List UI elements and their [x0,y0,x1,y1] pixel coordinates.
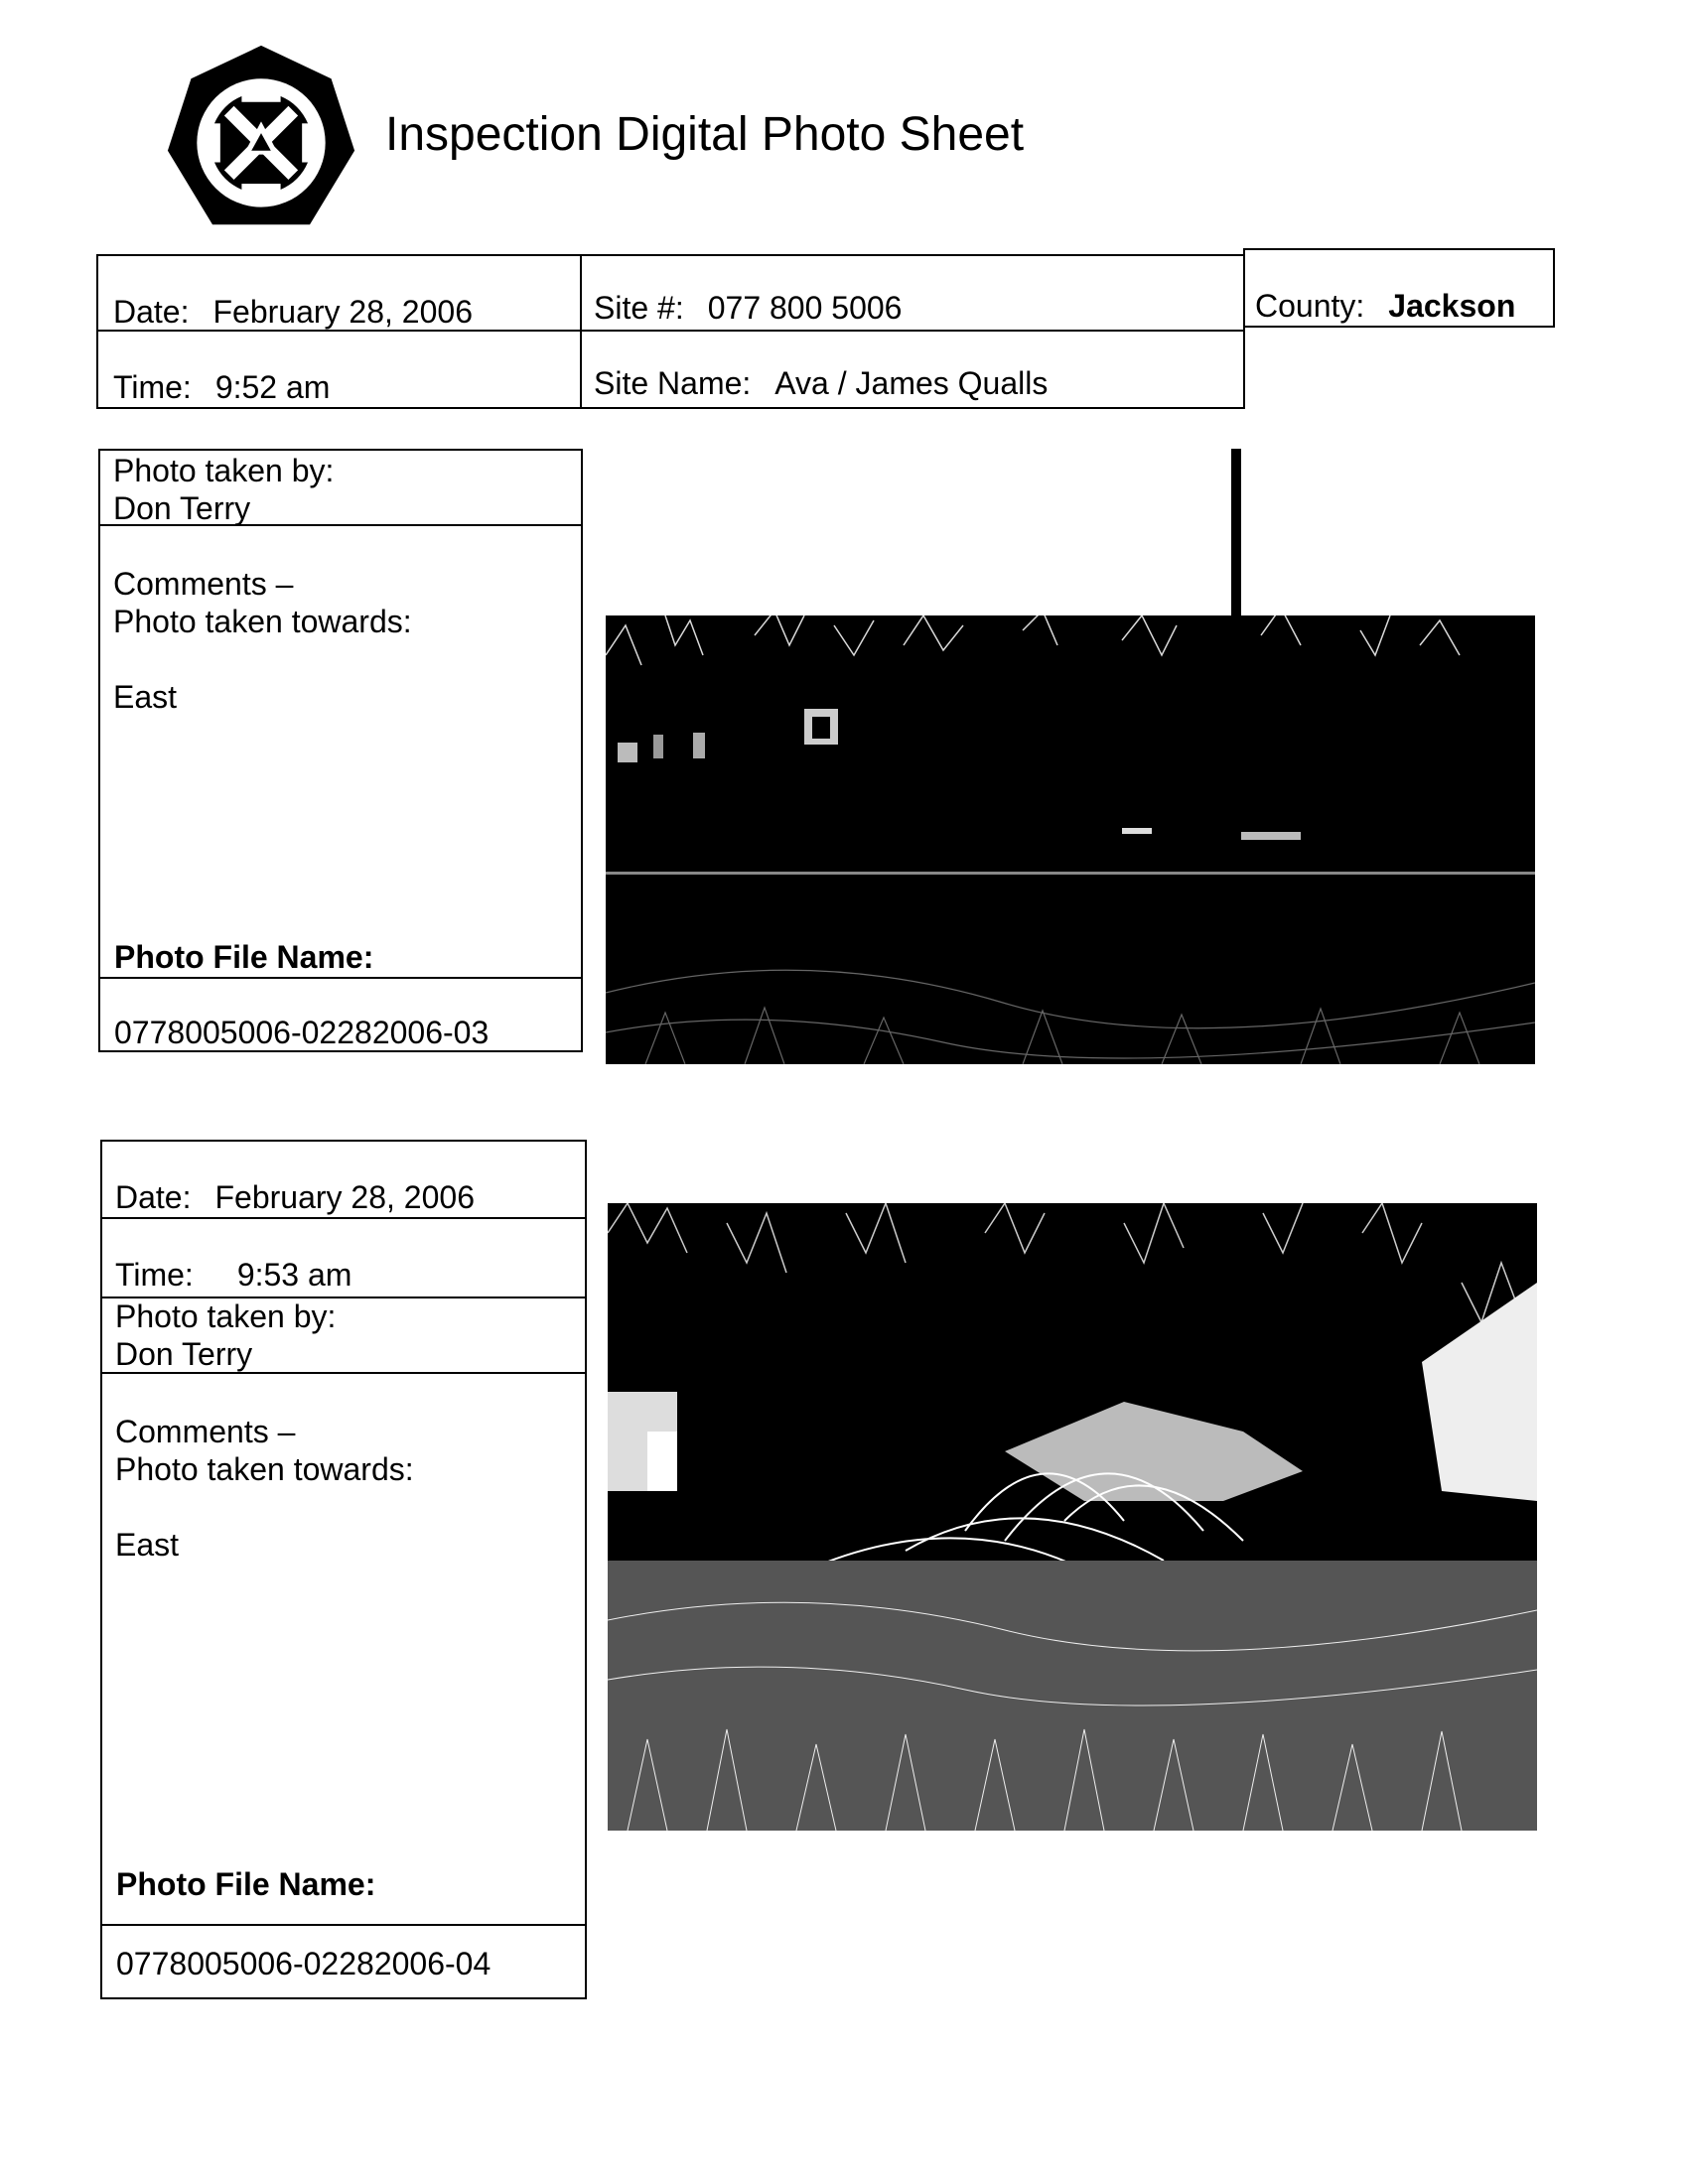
date-label: Date: [113,294,190,330]
photo2-towards-label: Photo taken towards: [115,1451,414,1487]
photo2-comments-label: Comments – [115,1414,296,1449]
site-name-value: Ava / James Qualls [774,365,1049,401]
date-field [113,294,473,330]
site-name-field [594,365,1048,401]
site-name-label: Site Name: [594,365,752,401]
photo1-image [606,615,1535,1064]
photo2-time-field [115,1257,351,1293]
agency-logo [164,42,358,236]
time-value: 9:52 am [214,369,331,405]
photo2-taken-by-value: Don Terry [115,1336,253,1372]
photo1-file-name-label: Photo File Name: [114,939,374,975]
county-field [1255,288,1515,324]
photo2-file-name: 0778005006-02282006-04 [116,1946,491,1981]
county-label: County: [1255,288,1365,324]
site-number-field [594,290,902,326]
photo1-file-name: 0778005006-02282006-03 [114,1015,490,1050]
photo1-taken-by-value: Don Terry [113,490,251,526]
photo1-taken-by-label: Photo taken by: [113,453,335,488]
photo1-towards-label: Photo taken towards: [113,604,412,639]
photo2-taken-by-label: Photo taken by: [115,1298,337,1334]
time-label: Time: [113,369,192,405]
time-field [113,369,330,405]
photo1-pole [1231,449,1241,617]
photo2-direction: East [115,1527,180,1563]
photo1-direction: East [113,679,178,715]
photo2-date-field [115,1179,475,1215]
photo1-comments-label: Comments – [113,566,294,602]
photo2-date-value: February 28, 2006 [214,1179,475,1215]
site-number-label: Site #: [594,290,684,326]
county-value: Jackson [1388,288,1516,324]
photo2-date-label: Date: [115,1179,192,1215]
date-value: February 28, 2006 [212,294,473,330]
photo2-file-name-label: Photo File Name: [116,1866,376,1902]
photo2-time-label: Time: [115,1257,194,1293]
photo2-image [608,1203,1537,1831]
site-number-value: 077 800 5006 [707,290,903,326]
octagon-seal-icon [164,42,358,236]
photo2-time-value: 9:53 am [236,1257,352,1293]
page-title: Inspection Digital Photo Sheet [385,108,1025,161]
